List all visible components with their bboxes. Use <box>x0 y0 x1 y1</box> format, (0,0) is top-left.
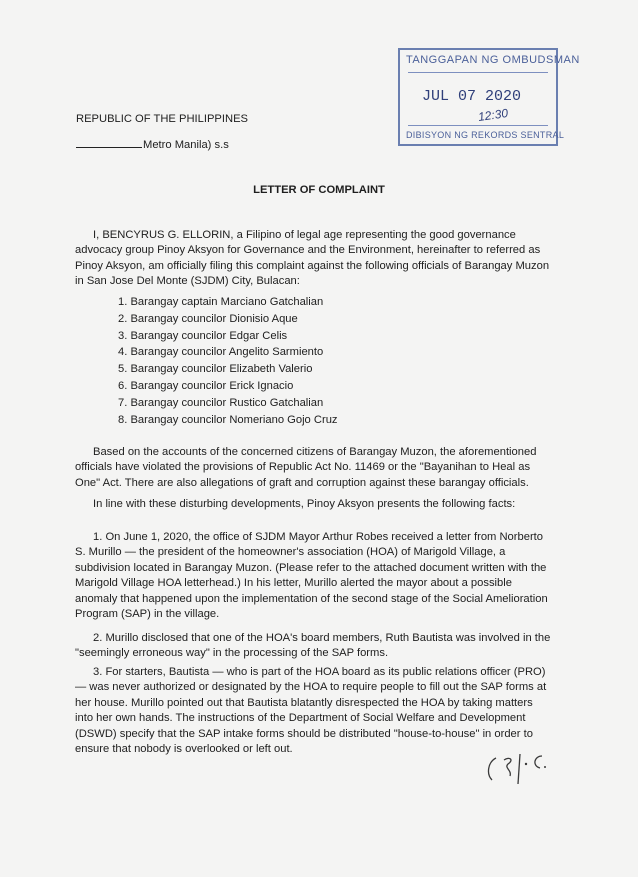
stamp-date: JUL 07 2020 <box>422 88 522 105</box>
list-item: 3. Barangay councilor Edgar Celis <box>118 329 288 342</box>
list-item: 2. Barangay councilor Dionisio Aque <box>118 312 298 325</box>
handwritten-initials <box>482 748 552 788</box>
allegations-text: Based on the accounts of the concerned citizens of Barangay Muzon, the aforementioned officials have violated the provisions of Republic Act No. 11469 or the "Bayanihan to Heal as One" Act. There are also allegations of graft and corruption against these barangay officials. <box>75 446 537 489</box>
intro-text: I, BENCYRUS G. ELLORIN, a Filipino of legal age representing the good governance advocacy group Pinoy Aksyon for Governance and the Environment, hereinafter to referred as Pinoy Aksyon, am officially filing this complaint against the following officials of Barangay Muzon in San Jose Del Monte (SJDM) City, Bulacan: <box>75 229 550 288</box>
venue-text: Metro Manila) s.s <box>143 139 229 151</box>
officials-list <box>118 294 338 428</box>
fact-1-paragraph <box>75 530 553 622</box>
fact-3-text: 3. For starters, Bautista — who is part of the HOA board as its public relations officer (PRO) — was never authorized or designated by the HOA to require people to fill out the SAP forms at her house. Murillo pointed out that Bautista blatantly disrespected the HOA by taking matters into her own hands. The instructions of the Department of Social Welfare and Development (DSWD) specify that the SAP intake forms should be distributed "house-to-house" in order to ensure that nobody is overlooked or left out. <box>75 666 547 756</box>
stamp-division: DIBISYON NG REKORDS SENTRAL <box>406 130 565 140</box>
fact-2-text: 2. Murillo disclosed that one of the HOA's board members, Ruth Bautista was involved in the "seemingly erroneous way" in the processing of the SAP forms. <box>75 632 551 660</box>
receiving-stamp <box>398 48 580 146</box>
fact-1-text: 1. On June 1, 2020, the office of SJDM Mayor Arthur Robes received a letter from Norberto S. Murillo — the president of the homeowner's association (HOA) of Marigold Village, a subdivision located in Barangay Muzon. (Please refer to the attached document written with the Marigold Village HOA letterhead.) In his letter, Murillo alerted the mayor about a possible anomaly that happened upon the implementation of the second stage of the Social Amelioration Program (SAP) in the village. <box>75 531 548 621</box>
header-republic: REPUBLIC OF THE PHILIPPINES <box>76 113 249 125</box>
fact-2-paragraph <box>75 631 553 662</box>
fact-3-paragraph <box>75 665 553 757</box>
venue-blank-line <box>76 137 142 148</box>
allegations-paragraph <box>75 445 553 491</box>
letter-title: LETTER OF COMPLAINT <box>253 184 385 196</box>
stamp-time: 12:30 <box>477 105 509 125</box>
facts-intro-paragraph <box>75 497 553 512</box>
list-item: 5. Barangay councilor Elizabeth Valerio <box>118 363 313 376</box>
list-item: 7. Barangay councilor Rustico Gatchalian <box>118 396 324 409</box>
facts-intro-text: In line with these disturbing developments, Pinoy Aksyon presents the following facts: <box>93 498 516 510</box>
list-item: 4. Barangay councilor Angelito Sarmiento <box>118 346 324 359</box>
stamp-office: TANGGAPAN NG OMBUDSMAN <box>406 54 580 66</box>
list-item: 6. Barangay councilor Erick Ignacio <box>118 379 294 392</box>
list-item: 1. Barangay captain Marciano Gatchalian <box>118 296 324 308</box>
intro-paragraph <box>75 228 553 290</box>
header-venue <box>76 137 229 153</box>
list-item: 8. Barangay councilor Nomeriano Gojo Cruz <box>118 413 338 426</box>
